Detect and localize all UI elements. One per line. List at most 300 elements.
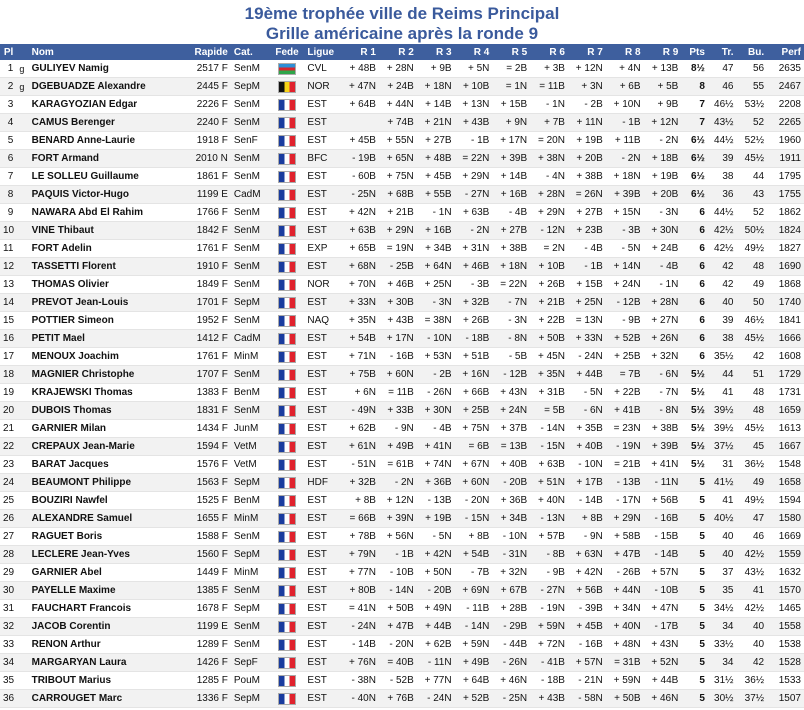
player-name-cell[interactable]: MARGARYAN Laura [29,654,180,672]
round-5-cell: - 4B [492,204,530,222]
round-9-cell: - 16B [644,510,682,528]
flag-be-icon [278,81,296,93]
table-row [0,168,804,186]
round-6-cell: + 38N [530,150,568,168]
round-7-cell: + 25N [568,294,606,312]
tiebreak-tr-cell: 33½ [708,636,737,654]
player-name-cell[interactable]: THOMAS Olivier [29,276,180,294]
round-4-cell: = 6B [455,438,493,456]
performance-cell: 2635 [767,60,804,78]
league-cell: EST [304,510,341,528]
table-row [0,618,804,636]
round-9-cell: + 30N [644,222,682,240]
col-points[interactable]: Pts [681,44,708,60]
place-cell: 8 [0,186,16,204]
col-round-9[interactable]: R 9 [644,44,682,60]
title-cell [16,222,28,240]
round-4-cell: + 31N [455,240,493,258]
place-cell: 32 [0,618,16,636]
round-5-cell: + 38B [492,240,530,258]
rating-cell: 1434 F [180,420,231,438]
round-2-cell: + 30B [379,294,417,312]
tiebreak-bu-cell: 42½ [736,546,767,564]
rating-cell: 1426 F [180,654,231,672]
round-9-cell: + 41N [644,456,682,474]
player-name-cell[interactable]: TASSETTI Florent [29,258,180,276]
round-4-cell: - 1B [455,132,493,150]
col-round-8[interactable]: R 8 [606,44,644,60]
player-name-cell[interactable]: GARNIER Abel [29,564,180,582]
tiebreak-tr-cell: 44½ [708,204,737,222]
flag-fr-icon [278,171,296,183]
tiebreak-bu-cell: 43 [736,186,767,204]
round-5-cell: + 36B [492,492,530,510]
performance-cell: 1824 [767,222,804,240]
title-cell [16,402,28,420]
federation-cell [270,132,305,150]
flag-fr-icon [278,675,296,687]
category-cell: JunM [231,420,270,438]
round-7-cell: + 12N [568,60,606,78]
flag-fr-icon [278,279,296,291]
round-8-cell: + 40N [606,618,644,636]
round-2-cell: + 43B [379,312,417,330]
title-cell [16,654,28,672]
place-cell: 4 [0,114,16,132]
player-name-cell[interactable]: FAUCHART Francois [29,600,180,618]
col-round-1[interactable]: R 1 [341,44,379,60]
col-round-3[interactable]: R 3 [417,44,455,60]
round-9-cell: + 19B [644,168,682,186]
points-cell: 5 [681,654,708,672]
round-9-cell: + 20B [644,186,682,204]
tiebreak-bu-cell: 47 [736,510,767,528]
tiebreak-bu-cell: 37½ [736,690,767,708]
round-6-cell: = 11B [530,78,568,96]
round-8-cell: - 17N [606,492,644,510]
round-6-cell: - 1N [530,96,568,114]
round-4-cell: + 64B [455,672,493,690]
round-8-cell: + 44N [606,582,644,600]
points-cell: 6 [681,276,708,294]
flag-fr-icon [278,423,296,435]
points-cell: 6 [681,240,708,258]
tiebreak-bu-cell: 50 [736,294,767,312]
tiebreak-tr-cell: 38 [708,330,737,348]
round-3-cell: - 2B [417,366,455,384]
title-cell [16,690,28,708]
player-name-cell[interactable]: PETIT Mael [29,330,180,348]
round-2-cell: = 19N [379,240,417,258]
round-9-cell: + 24B [644,240,682,258]
performance-cell: 2208 [767,96,804,114]
place-cell: 25 [0,492,16,510]
round-1-cell: + 79N [341,546,379,564]
round-4-cell: + 63B [455,204,493,222]
player-name-cell[interactable]: KARAGYOZIAN Edgar [29,96,180,114]
round-1-cell: + 35N [341,312,379,330]
title-cell [16,204,28,222]
player-name-cell[interactable]: BEAUMONT Philippe [29,474,180,492]
round-3-cell: - 1N [417,204,455,222]
round-9-cell: - 8N [644,402,682,420]
round-7-cell: + 63N [568,546,606,564]
federation-cell [270,474,305,492]
round-3-cell: - 26N [417,384,455,402]
player-name-cell[interactable]: PREVOT Jean-Louis [29,294,180,312]
round-4-cell: - 3B [455,276,493,294]
player-name-cell[interactable]: BARAT Jacques [29,456,180,474]
round-2-cell: = 11B [379,384,417,402]
round-8-cell: - 19N [606,438,644,456]
round-1-cell: - 60B [341,168,379,186]
tiebreak-bu-cell: 52 [736,114,767,132]
rating-cell: 1849 F [180,276,231,294]
round-9-cell: + 5B [644,78,682,96]
round-7-cell: + 56B [568,582,606,600]
col-tiebreak-bu[interactable]: Bu. [736,44,767,60]
round-8-cell: + 41B [606,402,644,420]
round-2-cell: - 2N [379,474,417,492]
player-name-cell[interactable]: POTTIER Simeon [29,312,180,330]
col-rating[interactable]: Rapide [180,44,231,60]
flag-fr-icon [278,297,296,309]
player-name-cell[interactable]: JACOB Corentin [29,618,180,636]
tiebreak-bu-cell: 49½ [736,492,767,510]
round-3-cell: + 53N [417,348,455,366]
category-cell: SenM [231,240,270,258]
round-9-cell: - 6N [644,366,682,384]
title-cell [16,366,28,384]
round-7-cell: + 20B [568,150,606,168]
col-name[interactable]: Nom [29,44,180,60]
round-2-cell: + 56N [379,528,417,546]
flag-fr-icon [278,351,296,363]
round-9-cell: - 7N [644,384,682,402]
rating-cell: 1289 F [180,636,231,654]
round-8-cell: - 5N [606,240,644,258]
category-cell: SenM [231,168,270,186]
round-2-cell: + 76B [379,690,417,708]
category-cell: SenM [231,96,270,114]
tiebreak-tr-cell: 38 [708,168,737,186]
federation-cell [270,618,305,636]
round-6-cell: + 43B [530,690,568,708]
round-6-cell: + 3B [530,60,568,78]
performance-cell: 1658 [767,474,804,492]
rating-cell: 1918 F [180,132,231,150]
player-name-cell[interactable]: VINE Thibaut [29,222,180,240]
round-6-cell: + 51N [530,474,568,492]
federation-cell [270,510,305,528]
points-cell: 5 [681,600,708,618]
player-name-cell[interactable]: LECLERE Jean-Yves [29,546,180,564]
player-name-cell[interactable]: RAGUET Boris [29,528,180,546]
player-name-cell[interactable]: RENON Arthur [29,636,180,654]
performance-cell: 1731 [767,384,804,402]
round-2-cell: + 68B [379,186,417,204]
round-7-cell: + 8B [568,510,606,528]
tiebreak-bu-cell: 42 [736,348,767,366]
table-row [0,114,804,132]
tiebreak-tr-cell: 47 [708,60,737,78]
round-4-cell: + 16N [455,366,493,384]
player-name-cell[interactable]: MAGNIER Christophe [29,366,180,384]
round-2-cell: - 16B [379,348,417,366]
player-name-cell[interactable]: DUBOIS Thomas [29,402,180,420]
title-cell [16,492,28,510]
tiebreak-bu-cell: 46½ [736,312,767,330]
federation-cell [270,150,305,168]
round-2-cell: + 55N [379,132,417,150]
round-3-cell: + 45B [417,168,455,186]
federation-cell [270,294,305,312]
category-cell: MinM [231,510,270,528]
round-1-cell: + 78B [341,528,379,546]
col-performance[interactable]: Perf [767,44,804,60]
col-federation[interactable]: Fede [270,44,305,60]
round-8-cell: + 39B [606,186,644,204]
tiebreak-bu-cell: 53½ [736,96,767,114]
place-cell: 23 [0,456,16,474]
federation-cell [270,636,305,654]
performance-cell: 1690 [767,258,804,276]
round-7-cell: + 42N [568,564,606,582]
tiebreak-bu-cell: 44 [736,168,767,186]
round-2-cell: + 39N [379,510,417,528]
round-2-cell: + 12N [379,492,417,510]
col-round-2[interactable]: R 2 [379,44,417,60]
title-cell: g [16,78,28,96]
place-cell: 34 [0,654,16,672]
tiebreak-bu-cell: 46 [736,528,767,546]
tiebreak-tr-cell: 30½ [708,690,737,708]
rating-cell: 1412 F [180,330,231,348]
place-cell: 35 [0,672,16,690]
col-place[interactable]: Pl [0,44,16,60]
league-cell: EST [304,258,341,276]
flag-az-icon [278,63,296,75]
player-name-cell[interactable]: FORT Adelin [29,240,180,258]
title-cell [16,564,28,582]
performance-cell: 1533 [767,672,804,690]
title-cell [16,294,28,312]
points-cell: 6½ [681,150,708,168]
round-9-cell: + 57N [644,564,682,582]
flag-fr-icon [278,693,296,705]
tiebreak-bu-cell: 55 [736,78,767,96]
round-8-cell: + 59N [606,672,644,690]
rating-cell: 2445 F [180,78,231,96]
rating-cell: 1952 F [180,312,231,330]
round-7-cell: - 58N [568,690,606,708]
player-name-cell[interactable]: CARROUGET Marc [29,690,180,708]
performance-cell: 1795 [767,168,804,186]
points-cell: 7 [681,96,708,114]
table-row [0,222,804,240]
player-name-cell[interactable]: KRAJEWSKI Thomas [29,384,180,402]
player-name-cell[interactable]: PAQUIS Victor-Hugo [29,186,180,204]
round-6-cell: + 50B [530,330,568,348]
round-7-cell: - 10N [568,456,606,474]
round-5-cell: + 15B [492,96,530,114]
player-name-cell[interactable]: DGEBUADZE Alexandre [29,78,180,96]
tiebreak-bu-cell: 48 [736,402,767,420]
title-cell [16,312,28,330]
tiebreak-tr-cell: 43½ [708,114,737,132]
round-6-cell: - 9B [530,564,568,582]
table-row [0,672,804,690]
player-name-cell[interactable]: ALEXANDRE Samuel [29,510,180,528]
league-cell: EST [304,294,341,312]
rating-cell: 1910 F [180,258,231,276]
federation-cell [270,528,305,546]
player-name-cell[interactable]: NAWARA Abd El Rahim [29,204,180,222]
round-4-cell: - 11B [455,600,493,618]
place-cell: 16 [0,330,16,348]
col-league[interactable]: Ligue [304,44,341,60]
round-3-cell: = 38N [417,312,455,330]
round-1-cell: + 64B [341,96,379,114]
player-name-cell[interactable]: BOUZIRI Nawfel [29,492,180,510]
round-4-cell: + 26B [455,312,493,330]
title-cell [16,114,28,132]
tiebreak-bu-cell: 51 [736,366,767,384]
col-tiebreak-tr[interactable]: Tr. [708,44,737,60]
league-cell: EST [304,636,341,654]
player-name-cell[interactable]: CAMUS Berenger [29,114,180,132]
tiebreak-bu-cell: 45 [736,438,767,456]
round-5-cell: + 43N [492,384,530,402]
tiebreak-tr-cell: 39½ [708,402,737,420]
round-3-cell: - 4B [417,420,455,438]
round-1-cell: - 51N [341,456,379,474]
flag-fr-icon [278,477,296,489]
player-name-cell[interactable]: MENOUX Joachim [29,348,180,366]
category-cell: SenM [231,402,270,420]
tiebreak-tr-cell: 44 [708,366,737,384]
round-1-cell [341,114,379,132]
round-9-cell: + 52N [644,654,682,672]
title-cell [16,168,28,186]
round-5-cell: + 28B [492,600,530,618]
round-1-cell: + 47N [341,78,379,96]
round-8-cell: + 22B [606,384,644,402]
round-6-cell: + 45N [530,348,568,366]
league-cell: NOR [304,276,341,294]
player-name-cell[interactable]: GULIYEV Namig [29,60,180,78]
player-name-cell[interactable]: FORT Armand [29,150,180,168]
col-category[interactable]: Cat. [231,44,270,60]
round-3-cell: - 20B [417,582,455,600]
tiebreak-bu-cell: 48 [736,384,767,402]
tournament-title: 19ème trophée ville de Reims Principal [244,4,560,23]
rating-cell: 2010 N [180,150,231,168]
round-3-cell: + 25N [417,276,455,294]
round-5-cell: + 18N [492,258,530,276]
tiebreak-bu-cell: 42 [736,654,767,672]
tiebreak-tr-cell: 42½ [708,222,737,240]
round-8-cell: - 26B [606,564,644,582]
round-3-cell: + 16B [417,222,455,240]
round-5-cell: - 8N [492,330,530,348]
round-2-cell: - 10B [379,564,417,582]
tiebreak-tr-cell: 35 [708,582,737,600]
federation-cell [270,204,305,222]
round-7-cell: - 9N [568,528,606,546]
federation-cell [270,240,305,258]
league-cell: EST [304,402,341,420]
round-9-cell: + 43N [644,636,682,654]
points-cell: 5½ [681,438,708,456]
league-cell: EST [304,582,341,600]
table-row [0,132,804,150]
round-9-cell: + 44B [644,672,682,690]
title-cell [16,384,28,402]
place-cell: 33 [0,636,16,654]
player-name-cell[interactable]: TRIBOUT Marius [29,672,180,690]
round-1-cell: - 49N [341,402,379,420]
round-5-cell: - 31N [492,546,530,564]
round-8-cell: + 18N [606,168,644,186]
player-name-cell[interactable]: GARNIER Milan [29,420,180,438]
round-7-cell: + 40B [568,438,606,456]
col-round-5[interactable]: R 5 [492,44,530,60]
round-2-cell: = 40B [379,654,417,672]
points-cell: 5 [681,510,708,528]
rating-cell: 1563 F [180,474,231,492]
round-8-cell: + 15N [606,204,644,222]
points-cell: 5 [681,474,708,492]
player-name-cell[interactable]: LE SOLLEU Guillaume [29,168,180,186]
col-round-4[interactable]: R 4 [455,44,493,60]
federation-cell [270,492,305,510]
round-3-cell: + 14B [417,96,455,114]
category-cell: SenM [231,312,270,330]
round-8-cell: + 10N [606,96,644,114]
round-5-cell: - 7N [492,294,530,312]
player-name-cell[interactable]: CREPAUX Jean-Marie [29,438,180,456]
place-cell: 19 [0,384,16,402]
round-2-cell: + 46B [379,276,417,294]
performance-cell: 1827 [767,240,804,258]
league-cell: EST [304,330,341,348]
performance-cell: 1729 [767,366,804,384]
category-cell: SenM [231,528,270,546]
round-1-cell: + 32B [341,474,379,492]
category-cell: SenM [231,114,270,132]
col-round-7[interactable]: R 7 [568,44,606,60]
table-row [0,564,804,582]
table-row [0,528,804,546]
league-cell: EST [304,348,341,366]
rating-cell: 1594 F [180,438,231,456]
col-title[interactable] [16,44,28,60]
player-name-cell[interactable]: PAYELLE Maxime [29,582,180,600]
points-cell: 5 [681,582,708,600]
round-2-cell: + 75N [379,168,417,186]
round-8-cell: + 50B [606,690,644,708]
title-cell [16,672,28,690]
federation-cell [270,258,305,276]
title-cell [16,600,28,618]
points-cell: 6 [681,312,708,330]
league-cell: EST [304,528,341,546]
col-round-6[interactable]: R 6 [530,44,568,60]
player-name-cell[interactable]: BENARD Anne-Laurie [29,132,180,150]
place-cell: 2 [0,78,16,96]
performance-cell: 1868 [767,276,804,294]
